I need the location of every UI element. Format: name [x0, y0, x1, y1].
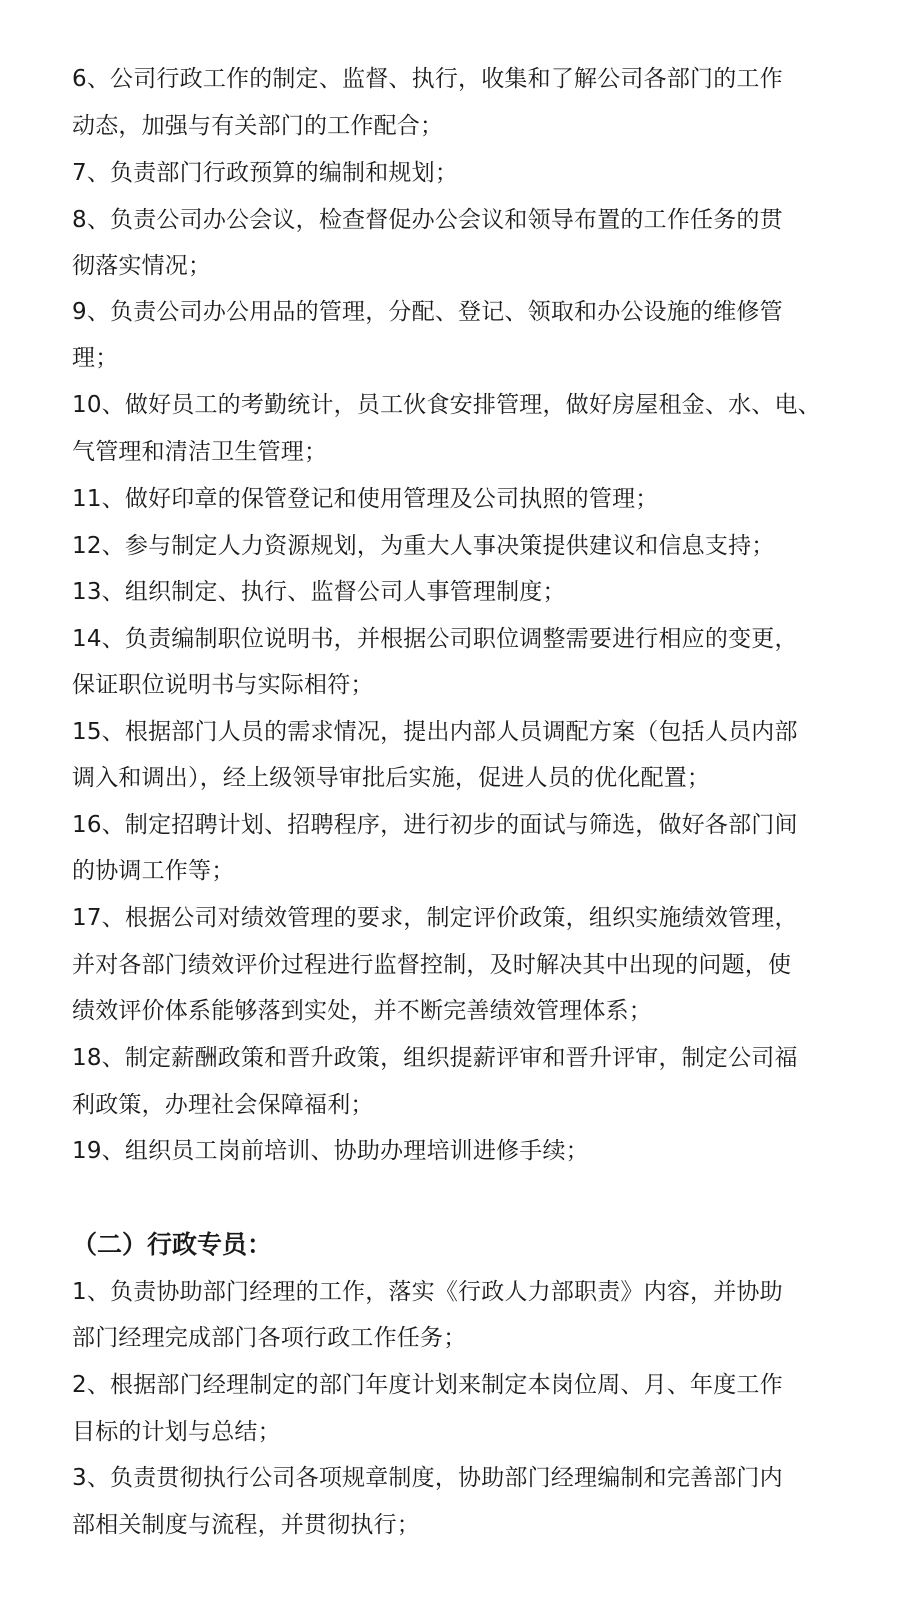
text-line: 绩效评价体系能够落到实处，并不断完善绩效管理体系；	[72, 998, 652, 1024]
text-line: 气管理和清洁卫生管理；	[72, 439, 328, 465]
text-line: 12、参与制定人力资源规划，为重大人事决策提供建议和信息支持；	[72, 533, 775, 559]
text-line: 15、根据部门人员的需求情况，提出内部人员调配方案（包括人员内部	[72, 719, 798, 745]
text-line: 理；	[72, 345, 119, 371]
text-line: 1、负责协助部门经理的工作，落实《行政人力部职责》内容，并协助	[72, 1279, 783, 1305]
text-line: 调入和调出），经上级领导审批后实施，促进人员的优化配置；	[72, 765, 711, 791]
section-heading: （二）行政专员：	[72, 1230, 273, 1259]
text-line: 部门经理完成部门各项行政工作任务；	[72, 1325, 467, 1351]
text-line: 18、制定薪酬政策和晋升政策，组织提薪评审和晋升评审，制定公司福	[72, 1045, 798, 1071]
text-line: 14、负责编制职位说明书，并根据公司职位调整需要进行相应的变更，	[72, 626, 798, 652]
text-line: 部相关制度与流程，并贯彻执行；	[72, 1512, 420, 1538]
text-line: 11、做好印章的保管登记和使用管理及公司执照的管理；	[72, 486, 659, 512]
text-line: 彻落实情况；	[72, 253, 212, 279]
text-line: 动态，加强与有关部门的工作配合；	[72, 113, 444, 139]
text-line: 3、负责贯彻执行公司各项规章制度，协助部门经理编制和完善部门内	[72, 1465, 783, 1491]
text-line: 保证职位说明书与实际相符；	[72, 672, 374, 698]
text-line: 利政策，办理社会保障福利；	[72, 1092, 374, 1118]
text-line: 6、公司行政工作的制定、监督、执行，收集和了解公司各部门的工作	[72, 66, 783, 92]
text-line: 目标的计划与总结；	[72, 1419, 281, 1445]
text-line: 16、制定招聘计划、招聘程序，进行初步的面试与筛选，做好各部门间	[72, 812, 798, 838]
text-line: 10、做好员工的考勤统计，员工伙食安排管理，做好房屋租金、水、电、	[72, 392, 821, 418]
text-line: 17、根据公司对绩效管理的要求，制定评价政策，组织实施绩效管理，	[72, 905, 798, 931]
text-line: 并对各部门绩效评价过程进行监督控制，及时解决其中出现的问题，使	[72, 952, 792, 978]
text-line: 13、组织制定、执行、监督公司人事管理制度；	[72, 579, 566, 605]
text-line: 2、根据部门经理制定的部门年度计划来制定本岗位周、月、年度工作	[72, 1372, 783, 1398]
text-line: 9、负责公司办公用品的管理，分配、登记、领取和办公设施的维修管	[72, 299, 783, 325]
text-line: 8、负责公司办公会议，检查督促办公会议和领导布置的工作任务的贯	[72, 207, 783, 233]
text-line: 7、负责部门行政预算的编制和规划；	[72, 160, 459, 186]
text-line: 19、组织员工岗前培训、协助办理培训进修手续；	[72, 1138, 589, 1164]
text-line: 的协调工作等；	[72, 858, 235, 884]
